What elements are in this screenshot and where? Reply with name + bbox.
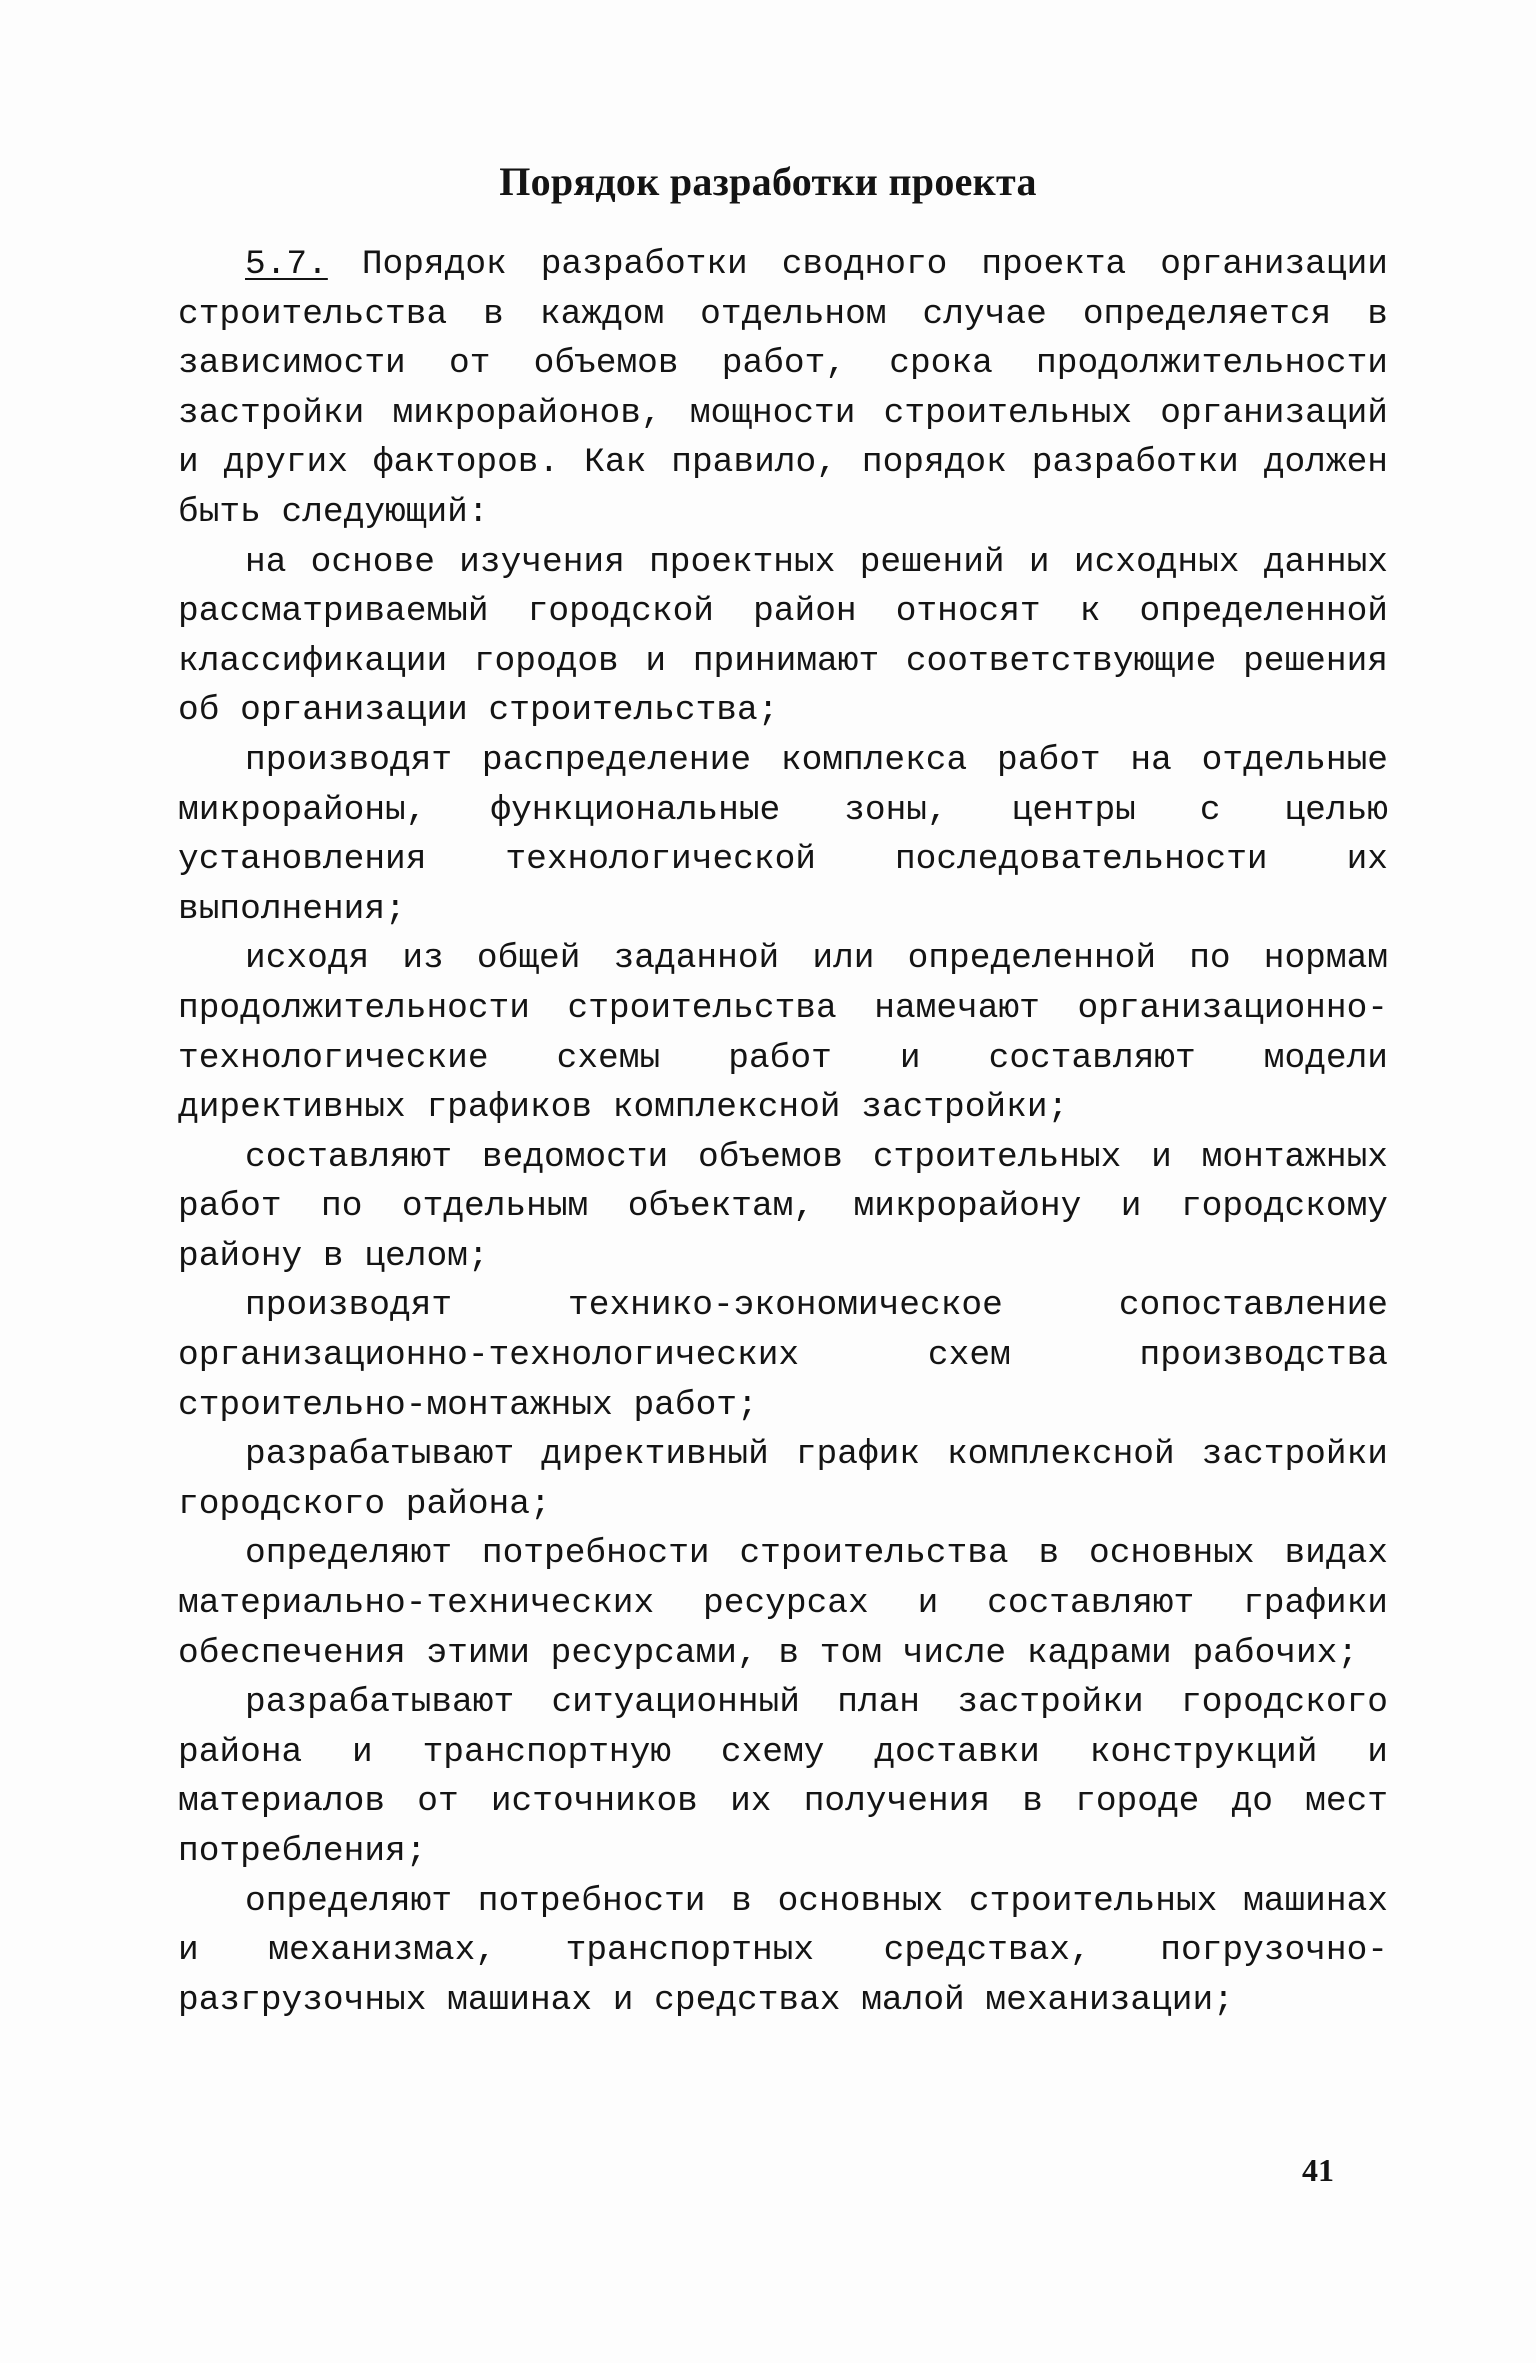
list-item: разрабатывают ситуационный план застройки городского района и транспортную схему доставки конструкций и материалов от источников их получения в городе до мест потребления; (178, 1683, 1388, 1871)
clause-paragraph (178, 240, 1388, 538)
list-item: на основе изучения проектных решений и исходных данных рассматриваемый городской район относят к определенной классификации городов и принимают соответствующие решения об организации строительства; (178, 542, 1388, 731)
list-item: определяют потребности в основных строительных машинах и механизмах, транспортных средствах, погрузочно-разгрузочных машинах и средствах малой механизации; (178, 1881, 1388, 2020)
list-item: разрабатывают директивный график комплексной застройки городского района; (178, 1435, 1388, 1524)
list-item: исходя из общей заданной или определенной по нормам продолжительности строительства намечают организационно-технологические схемы работ и составляют модели директивных графиков комплексной застройки; (178, 939, 1388, 1128)
page-number: 41 (1302, 2152, 1334, 2188)
body-text (178, 240, 1388, 2025)
list-item: составляют ведомости объемов строительных и монтажных работ по отдельным объектам, микрорайону и городскому району в целом; (178, 1137, 1388, 1276)
list-item: производят распределение комплекса работ на отдельные микрорайоны, функциональные зоны, центры с целью установления технологической последовательности их выполнения; (178, 740, 1388, 929)
section-heading: Порядок разработки проекта (499, 159, 1037, 204)
list-item: определяют потребности строительства в основных видах материально-технических ресурсах и составляют графики обеспечения этими ресурсами, в том числе кадрами рабочих; (178, 1534, 1388, 1673)
clause-text: Порядок разработки сводного проекта организации строительства в каждом отдельном случае определяется в зависимости от объемов работ, срока продолжительности застройки микрорайонов, мощности строительных организаций и других факторов. Как правило, порядок разработки должен быть следующий: (178, 245, 1388, 532)
clause-number: 5.7. (245, 245, 328, 284)
list-item: производят технико-экономическое сопоставление организационно-технологических схем производства строительно-монтажных работ; (178, 1286, 1388, 1425)
